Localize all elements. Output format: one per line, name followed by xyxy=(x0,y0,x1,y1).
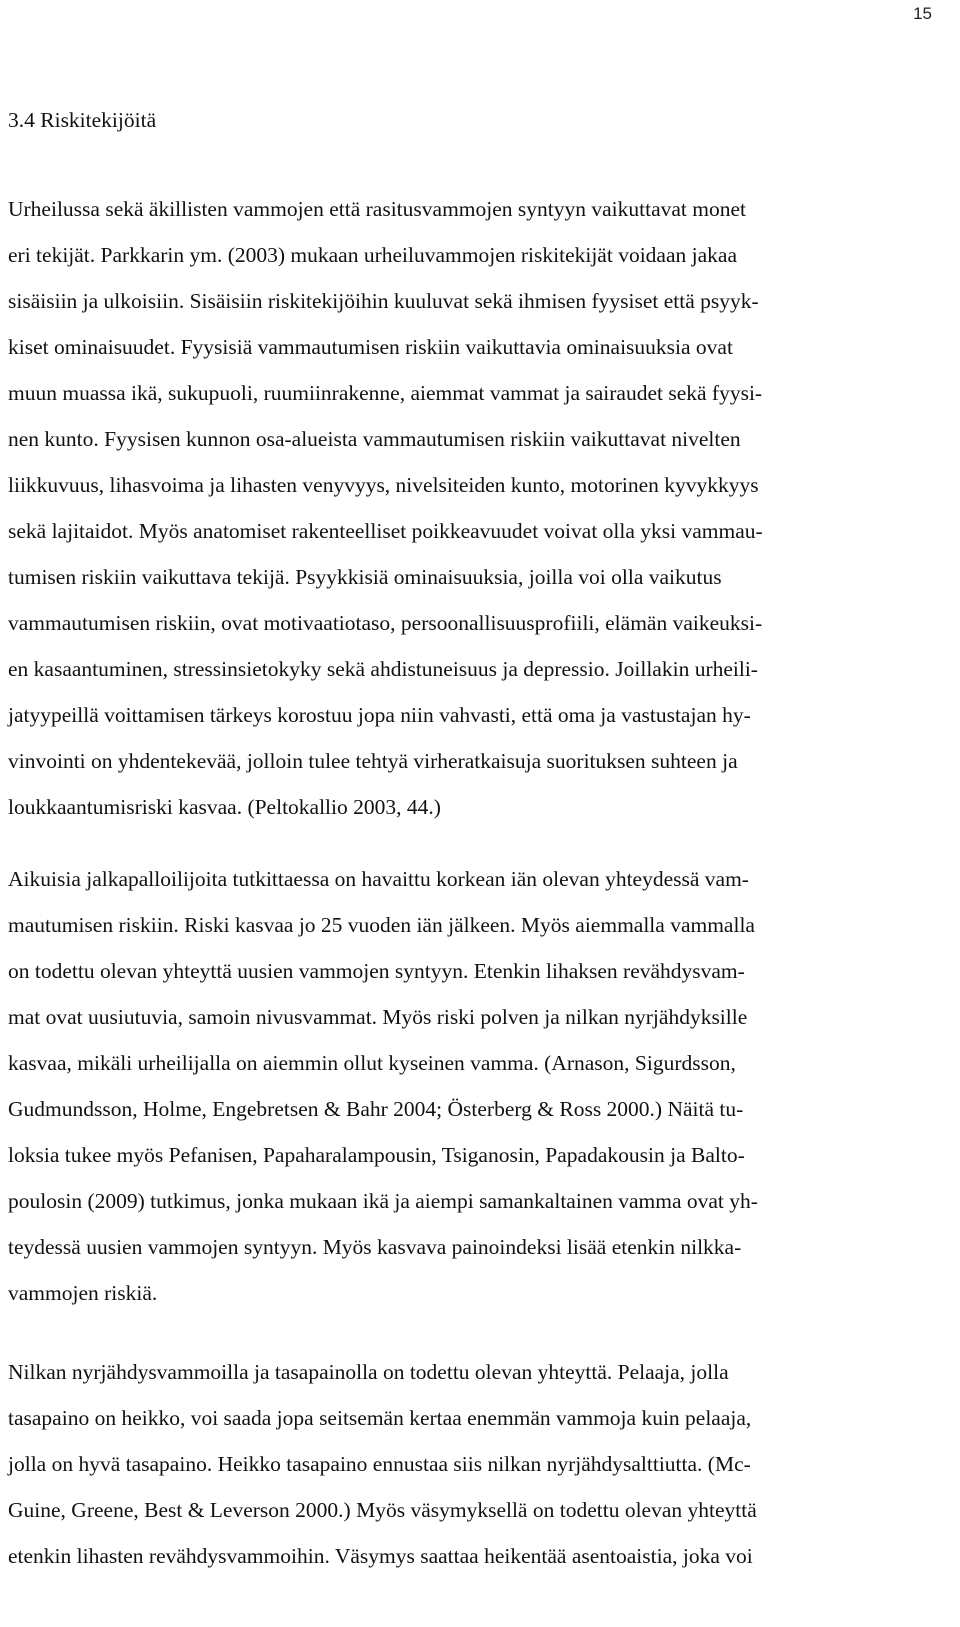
text-line: Nilkan nyrjähdysvammoilla ja tasapainolla on todettu olevan yhteyttä. Pelaaja, jolla xyxy=(8,1360,729,1384)
text-line: mat ovat uusiutuvia, samoin nivusvammat. Myös riski polven ja nilkan nyrjähdyksille xyxy=(8,1005,748,1029)
text-line: Aikuisia jalkapalloilijoita tutkittaessa on havaittu korkean iän olevan yhteydessä vam- xyxy=(8,867,749,891)
page-number: 15 xyxy=(913,4,932,23)
text-line: eri tekijät. Parkkarin ym. (2003) mukaan urheiluvammojen riskitekijät voidaan jakaa xyxy=(8,243,737,267)
text-line: teydessä uusien vammojen syntyyn. Myös kasvava painoindeksi lisää etenkin nilkka- xyxy=(8,1235,742,1259)
text-line: sisäisiin ja ulkoisiin. Sisäisiin riskitekijöihin kuuluvat sekä ihmisen fyysiset että psyyk- xyxy=(8,289,759,313)
text-line: on todettu olevan yhteyttä uusien vammojen syntyyn. Etenkin lihaksen revähdysvam- xyxy=(8,959,745,983)
text-line: tumisen riskiin vaikuttava tekijä. Psyykkisiä ominaisuuksia, joilla voi olla vaikutus xyxy=(8,565,722,589)
text-line: etenkin lihasten revähdysvammoihin. Väsymys saattaa heikentää asentoaistia, joka voi xyxy=(8,1544,753,1568)
section-heading: 3.4 Riskitekijöitä xyxy=(8,108,157,132)
text-line: Guine, Greene, Best & Leverson 2000.) Myös väsymyksellä on todettu olevan yhteyttä xyxy=(8,1498,757,1522)
text-line: liikkuvuus, lihasvoima ja lihasten venyvyys, nivelsiteiden kunto, motorinen kyvykkyys xyxy=(8,473,759,497)
text-line: en kasaantuminen, stressinsietokyky sekä ahdistuneisuus ja depressio. Joillakin urheili- xyxy=(8,657,758,681)
paragraph-1 xyxy=(8,186,763,830)
text-line: Urheilussa sekä äkillisten vammojen että rasitusvammojen syntyyn vaikuttavat monet xyxy=(8,197,747,221)
text-line: loksia tukee myös Pefanisen, Papaharalampousin, Tsiganosin, Papadakousin ja Balto- xyxy=(8,1143,745,1167)
text-line: jatyypeillä voittamisen tärkeys korostuu jopa niin vahvasti, että oma ja vastustajan hy- xyxy=(8,703,751,727)
text-line: vammojen riskiä. xyxy=(8,1281,158,1305)
text-line: kiset ominaisuudet. Fyysisiä vammautumisen riskiin vaikuttavia ominaisuuksia ovat xyxy=(8,335,733,359)
text-line: tasapaino on heikko, voi saada jopa seitsemän kertaa enemmän vammoja kuin pelaaja, xyxy=(8,1406,752,1430)
text-line: sekä lajitaidot. Myös anatomiset rakenteelliset poikkeavuudet voivat olla yksi vammau- xyxy=(8,519,763,543)
text-line: nen kunto. Fyysisen kunnon osa-alueista vammautumisen riskiin vaikuttavat nivelten xyxy=(8,427,741,451)
text-line: poulosin (2009) tutkimus, jonka mukaan ikä ja aiempi samankaltainen vamma ovat yh- xyxy=(8,1189,758,1213)
text-line: vinvointi on yhdentekevää, jolloin tulee tehtyä virheratkaisuja suorituksen suhteen ja xyxy=(8,749,738,773)
paragraph-3 xyxy=(8,1349,757,1579)
text-line: jolla on hyvä tasapaino. Heikko tasapaino ennustaa siis nilkan nyrjähdysalttiutta. (Mc- xyxy=(8,1452,751,1476)
text-line: kasvaa, mikäli urheilijalla on aiemmin ollut kyseinen vamma. (Arnason, Sigurdsson, xyxy=(8,1051,736,1075)
paragraph-2 xyxy=(8,856,758,1316)
text-line: Gudmundsson, Holme, Engebretsen & Bahr 2004; Österberg & Ross 2000.) Näitä tu- xyxy=(8,1097,744,1121)
text-line: loukkaantumisriski kasvaa. (Peltokallio 2003, 44.) xyxy=(8,795,441,819)
text-line: mautumisen riskiin. Riski kasvaa jo 25 vuoden iän jälkeen. Myös aiemmalla vammalla xyxy=(8,913,755,937)
text-line: vammautumisen riskiin, ovat motivaatiotaso, persoonallisuusprofiili, elämän vaikeuksi- xyxy=(8,611,763,635)
text-line: muun muassa ikä, sukupuoli, ruumiinrakenne, aiemmat vammat ja sairaudet sekä fyysi- xyxy=(8,381,763,405)
